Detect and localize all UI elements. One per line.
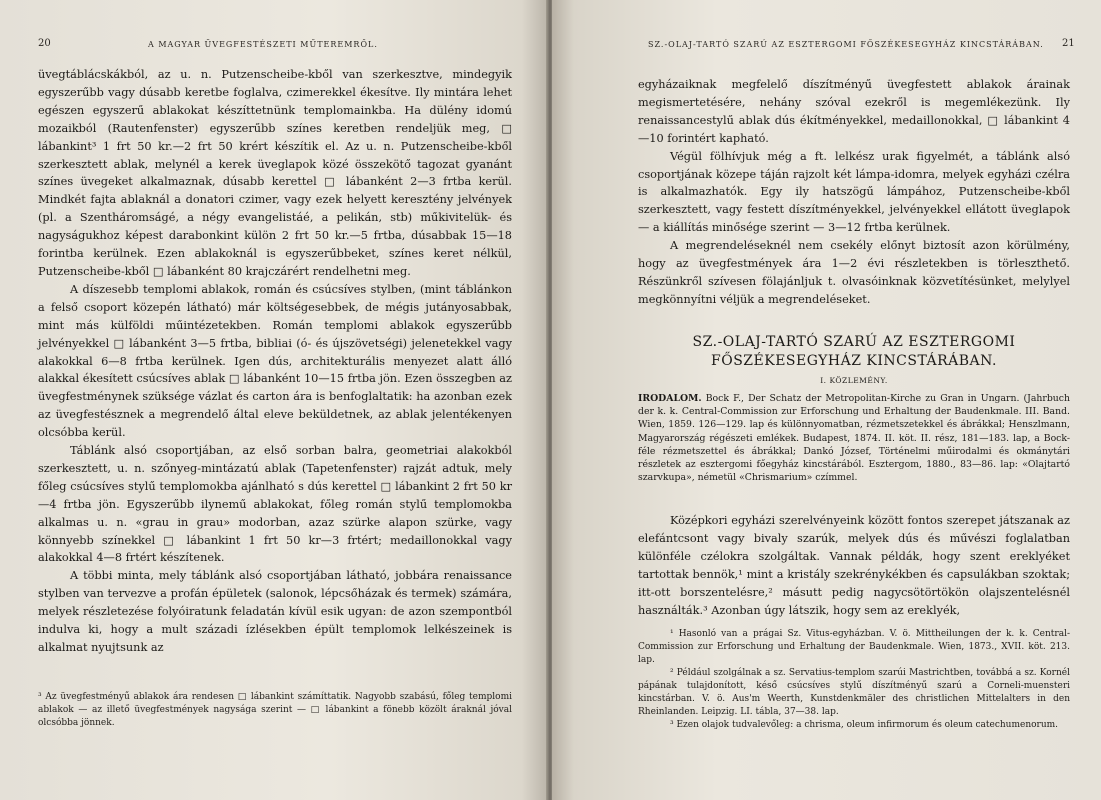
bibliography-text: Bock F., Der Schatz der Metropolitan-Kirche zu Gran in Ungarn. (Jahrbuch der k. k. Central-Commission zur Erforschung und Erhaltung der Baudenkmale. III. Band. Wien, 1859. 126—129. lap és különnyomatban, rézmetszetekkel és ábrákkal; Henszlmann, Magyarország régészeti emlékek. Budapest, 1874. II. köt. II. rész, 181—183. lap, a Bock-féle rézmetszettel és ábrákkal; Dankó József, Történelmi műirodalmi és okmánytári részletek az esztergomi főegyház kincstárából. Esztergom, 1880., 83—86. lap: «Olajtartó szarvkupa», németül «Chrismarium» czímmel. [638,393,1070,484]
right-page [552,0,1101,800]
bibliography-label: IRODALOM. [638,393,702,404]
right-paragraph-2: Végül fölhívjuk még a ft. lelkész urak figyelmét, a táblánk alsó csoportjának közepe táján rajzolt két lámpa-idomra, melyek egyházi czélra is alkalmazhatók. Egy ily hatszögű lámpához, Putzenscheibe-kből szerkesztett, vagy festett díszítményekkel, jelvényekkel ellátott üveglapok — a kiállítás minősége szerint — 3—12 frtba kerülnek. [638,149,1070,235]
right-body [638,76,1070,309]
article-paragraph-1: Középkori egyházi szerelvényeink között fontos szerepet játszanak az elefántcsont vagy bivaly szarúk, melyek dús és művészi foglalatban különféle czélokra szolgáltak. Vannak példák, hogy szent ereklyéket tartottak bennök,¹ mint a kristály szekrénykékben és capsulákban szoktak; itt-ott borszentelésre,² másutt pedig nagycsötörtökön olajszentelésnél használták.³ Azonban úgy látszik, hogy sem az ereklyék, [638,514,1070,617]
right-footnote-1: ¹ Hasonló van a prágai Sz. Vitus-egyházban. V. ö. Mittheilungen der k. k. Central-Commission zur Erforschung und Erhaltung der Baudenkmale. Wien, 1873., XVII. köt. 213. lap. [638,629,1070,665]
article-body [638,512,1070,619]
left-paragraph-3: Táblánk alsó csoportjában, az első sorban balra, geometriai alakokból szerkesztett, u. n. szőnyeg-mintázatú ablak (Tapetenfenster) rajzát adtuk, mely főleg csúcsíves stylű templomokba ajánlható s dús kerettel □ lábankint 2 frt 50 kr—4 frtba jön. Egyszerűbb ilynemű ablakokat, főleg román stylű templomokba alkalmas u. n. «grau in grau» modorban, azaz szürke alapon szürke, vagy könnyebb színekkel □ lábankint 1 frt 50 kr—3 frtért; medaillonokkal vagy alakokkal 4—8 frtért készítenek. [38,444,512,565]
left-footnote [38,691,512,730]
right-footnotes [638,628,1070,732]
left-paragraph-2: A díszesebb templomi ablakok, román és csúcsíves stylben, (mint táblánkon a felső csoport közepén látható) már költségesebbek, de mégis jutányosabbak, mint más külföldi műintézetekben. Román templomi ablakok egyszerűbb jelvényekkel □ lábanként 3—5 frtba, bibliai (ó- és újszövetségi) jelenetekkel vagy alakokkal 6—8 frtba kerülnek. Igen dús, architekturális menyezet alatt álló alakkal ékesített csúcsíves ablak □ lábanként 10—15 frtba jön. Ezen összegben az üvegfestménynek szüksége vázlat és carton ára is benfoglaltatik: ha azonban ezek az üvegfestésznek a megrendelő által eleve beküldetnek, az ablak jelentékenyen olcsóbba kerül. [38,282,512,440]
left-running-head: A MAGYAR ÜVEGFESTÉSZETI MŰTEREMRŐL. [148,40,378,49]
left-paragraph-1: üvegtáblácskákból, az u. n. Putzenscheibe-kből van szerkesztve, mindegyik egyszerűbb vagy dúsabb keretbe foglalva, czimerekkel ékesítve. Ily mintára lehet egészen egyszerű ablakokat készíttetnünk templomainkba. Ha dülény idomú mozaikból (Rautenfenster) egyszerűbb színes keretben rendeljük meg, □ lábankint³ 1 frt 50 kr.—2 frt 50 krért készítik el. Az u. n. Putzenscheibe-kből szerkesztett ablak, melynél a kerek üveglapok közé összekötő tagozat gyanánt színes üvegeket alkalmaznak, dúsabb kerettel □ lábanként 2—3 frtba kerül. Mindkét fajta ablaknál a donatori czimer, vagy ezek helyett keresztény jelvények (pl. a Szentháromságé, a négy evangelistáé, a pelikán, stb) műkivitelük- és nagyságukhoz képest darabonkint külön 2 frt 50 kr.—5 frtba, dúsabbak 15—18 forintba kerülnek. Ezen ablakoknál is egyszerűbbeket, színes keret nélkül, Putzenscheibe-kből □ lábanként 80 krajczárért rendelhetni meg. [38,68,512,278]
right-page-number: 21 [1062,38,1075,49]
left-page [0,0,549,800]
bibliography [638,392,1070,484]
right-footnote-2: ² Például szolgálnak a sz. Servatius-templom szarúi Mastrichtben, továbbá a sz. Kornél pápának tulajdonított, késő csúcsíves stylű díszítményű szarú a Corneli-muensteri kincstárban. V. ö. Aus'm Weerth, Kunstdenkmäler des christlichen Mittelalters in den Rheinlanden. Leipzig. LI. tábla, 37—38. lap. [638,668,1070,717]
right-paragraph-1: egyházaiknak megfelelő díszítményű üvegfestett ablakok árainak megismertetésére, nehány szóval ezekről is megemlékezünk. Ily renaissancestylű ablak dús ékítményekkel, medaillonokkal, □ lábankint 4—10 forintért kapható. [638,78,1070,145]
left-footnote-3: ³ Az üvegfestményű ablakok ára rendesen □ lábankint számíttatik. Nagyobb szabású, főleg templomi ablakok — az illető üvegfestmények nagysága szerint — □ lábankint a fönebb közölt áraknál jóval olcsóbba jönnek. [38,692,512,728]
left-paragraph-4: A többi minta, mely táblánk alsó csoportjában látható, jobbára renaissance stylben van tervezve a profán épületek (salonok, lépcsőházak és termek) számára, melyek részletezése folyóiratunk feladatán kívül esik ugyan: de azon szempontból indulva ki, hogy a mult századi ízlésekben épült templomok lelkészeinek is alkalmat nyujtsunk az [38,569,512,654]
right-paragraph-3: A megrendeléseknél nem csekély előnyt biztosít azon körülmény, hogy az üvegfestmények ára 1—2 évi részletekben is törleszthető. Részünkről szívesen fölajánljuk t. olvasóinknak közvetítésünket, melylyel megkönnyítni véljük a megrendeléseket. [638,239,1070,306]
article-title: SZ.-OLAJ-TARTÓ SZARÚ AZ ESZTERGOMI FŐSZÉKESEGYHÁZ KINCSTÁRÁBAN. [692,334,1016,369]
right-running-head: SZ.-OLAJ-TARTÓ SZARÚ AZ ESZTERGOMI FŐSZÉKESEGYHÁZ KINCSTÁRÁBAN. [648,40,1044,49]
right-footnote-3: ³ Ezen olajok tudvalevőleg: a chrisma, oleum infirmorum és oleum catechumenorum. [670,720,1059,730]
article-subtitle: I. KÖZLEMÉNY. [820,376,888,385]
left-body [38,66,512,657]
left-page-number: 20 [38,38,51,49]
